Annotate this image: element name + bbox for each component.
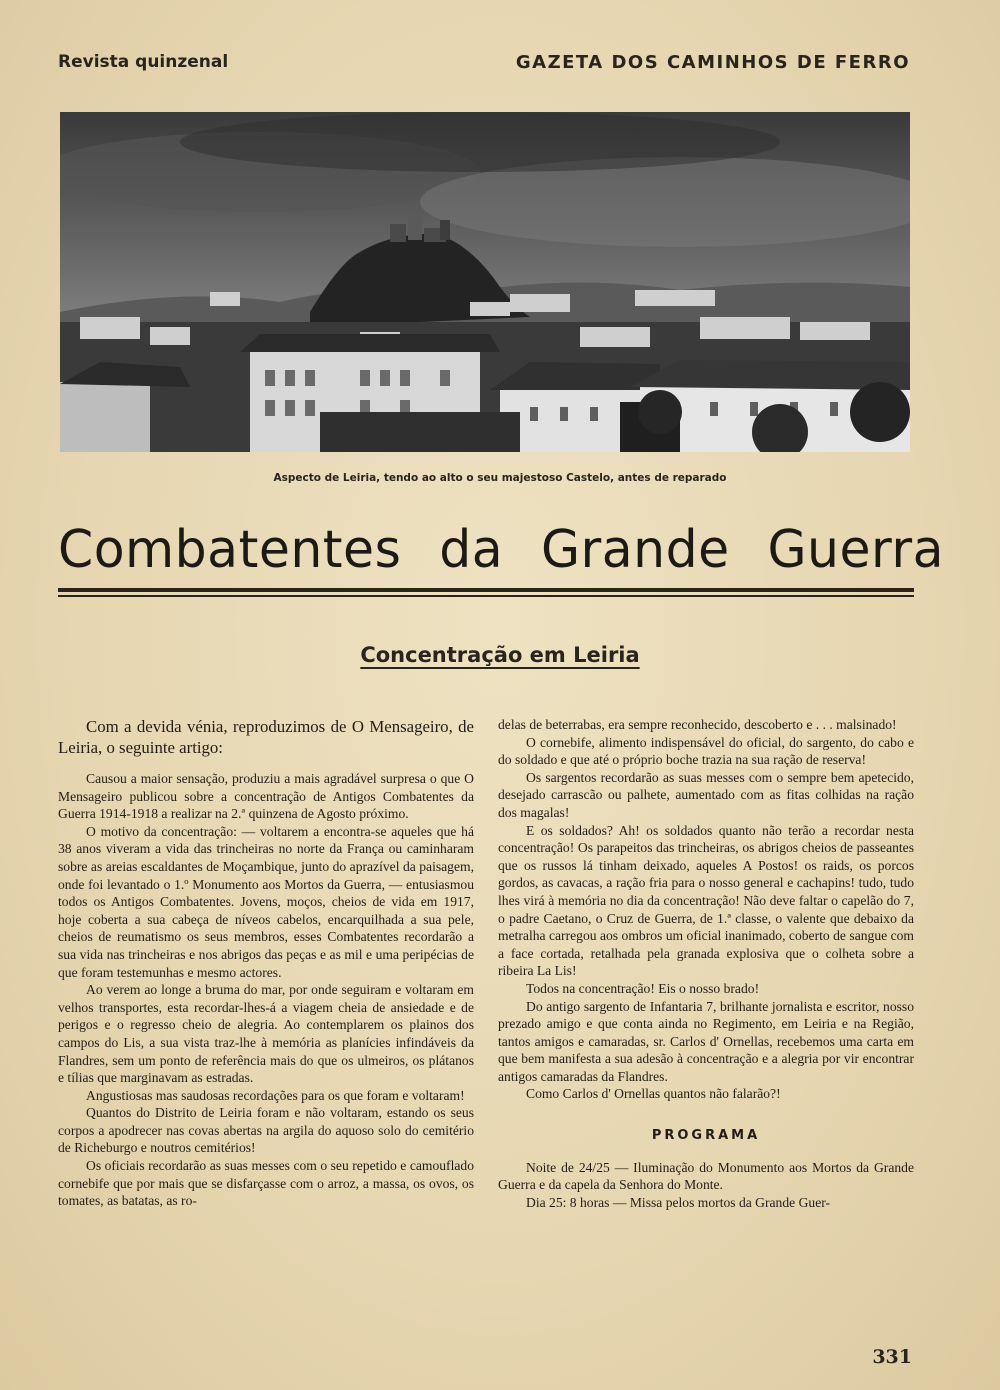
page-number: 331 [872,1346,912,1368]
article-column-right [498,716,914,1211]
article-subtitle [0,642,1000,669]
paragraph: Como Carlos d' Ornellas quantos não falarão?! [526,1086,781,1102]
programa-item: Noite de 24/25 — Iluminação do Monumento aos Mortos da Grande Guerra e da capela da Senhora do Monte. [498,1159,914,1193]
paragraph: Os sargentos recordarão as suas messes com o sempre bem apetecido, desejado carrascão ou palhete, aumentado com as fitas colhidas na ração dos magalas! [498,769,914,820]
magazine-frequency: Revista quinzenal [58,52,229,72]
paragraph: E os soldados? Ah! os soldados quanto não terão a recordar nesta concentração! Os parapeitos das trincheiras, os abrigos cheios de passeantes que os russos lá tinham deixado, aqueles A Postos! os raids, os porcos gordos, as cavacas, a ração fria para o nosso general e cachapins! tudo, tudo lhes virá à memória no dia da concentração! Não deve faltar o capelão do 7, o padre Caetano, o Cruz de Guerra, de 1.ª classe, o valente que debaixo da metralha carregou aos ombros um oficial inanimado, coberto de sangue com a face cortada, retalhada pela granada explosiva que o colheta sobre a ribeira La Lis! [498,822,914,979]
paragraph: Os oficiais recordarão as suas messes com o seu repetido e camouflado cornebife que por mais que se disfarçasse com o arroz, a massa, os ovos, os tomates, as batatas, as ro- [58,1158,474,1209]
title-rule-thin [58,595,914,597]
article-subtitle-text: Concentração em Leiria [360,643,640,667]
programa-item: Dia 25: 8 horas — Missa pelos mortos da Grande Guer- [526,1194,831,1210]
paragraph: Do antigo sargento de Infantaria 7, brilhante jornalista e escritor, nosso prezado amigo e que conta ainda no Regimento, em Leiria e na Região, tantos amigos e camaradas, sr. Carlos d' Ornellas, recebemos uma carta em que bem manifesta a sua adesão à concentração e a alegria por vir encontrar antigos camaradas da Flandres. [498,998,914,1084]
paragraph: Ao verem ao longe a bruma do mar, por onde seguiram e voltaram em velhos transportes, esta recordar-lhes-á a viagem cheia de ansiedade e de perigos e o regresso cheio de alegria. Ao contemplarem os plainos dos campos do Lis, a sua vista traz-lhe à memória as planícies infindáveis da Flandres, sem um ponto de referência mais do que os ulmeiros, os plátanos e tílias que marginavam as estradas. [58,982,474,1086]
title-rule-thick [58,588,914,592]
photo-caption: Aspecto de Leiria, tendo ao alto o seu majestoso Castelo, antes de reparado [273,472,727,484]
paragraph: Angustiosas mas saudosas recordações para os que foram e voltaram! [86,1087,465,1103]
paragraph: Causou a maior sensação, produziu a mais agradável surpresa o que O Mensageiro publicou sobre a concentração de Antigos Combatentes da Guerra 1914-1918 a realizar na 2.ª quinzena de Agosto próximo. [58,771,474,822]
paragraph: O motivo da concentração: — voltarem a encontra-se aqueles que há 38 anos viveram a vida das trincheiras no norte da França ou caminharam sobre as areias escaldantes de Moçambique, junto do aprazível da paisagem, onde foi levantado o 1.º Monumento aos Mortos da Guerra, — entusiasmou todos os Antigos Combatentes. Jovens, moços, cheios de vida em 1917, hoje coberta a sua cabeça de níveos cabelos, encarquilhada a sua pele, cheios de reumatismo os seus membros, esses Combatentes recordarão a sua vida nas trincheiras e nos abrigos das peças e as mil e uma peripécias de que foram testemunhas e mesmo actores. [58,823,474,980]
paragraph: O cornebife, alimento indispensável do oficial, do sargento, do cabo e do soldado e que até o próprio boche trazia na sua ração de reserva! [498,734,914,768]
paragraph: Todos na concentração! Eis o nosso brado! [526,980,760,996]
magazine-title: GAZETA DOS CAMINHOS DE FERRO [515,52,910,73]
article-title: Combatentes da Grande Guerra [58,520,944,580]
article-intro: Com a devida vénia, reproduzimos de O Mensageiro, de Leiria, o seguinte artigo: [58,717,474,757]
paragraph: Quantos do Distrito de Leiria foram e não voltaram, estando os seus corpos a apodrecer nas covas abertas na argila do aquoso solo do cemitério de Richeburgo e noutros cemitérios! [58,1105,474,1156]
paragraph: delas de beterrabas, era sempre reconhecido, descoberto e . . . malsinado! [498,717,897,732]
leiria-castle-photo [60,112,910,452]
programa-heading: PROGRAMA [651,1128,761,1144]
article-column-left [58,716,474,1210]
